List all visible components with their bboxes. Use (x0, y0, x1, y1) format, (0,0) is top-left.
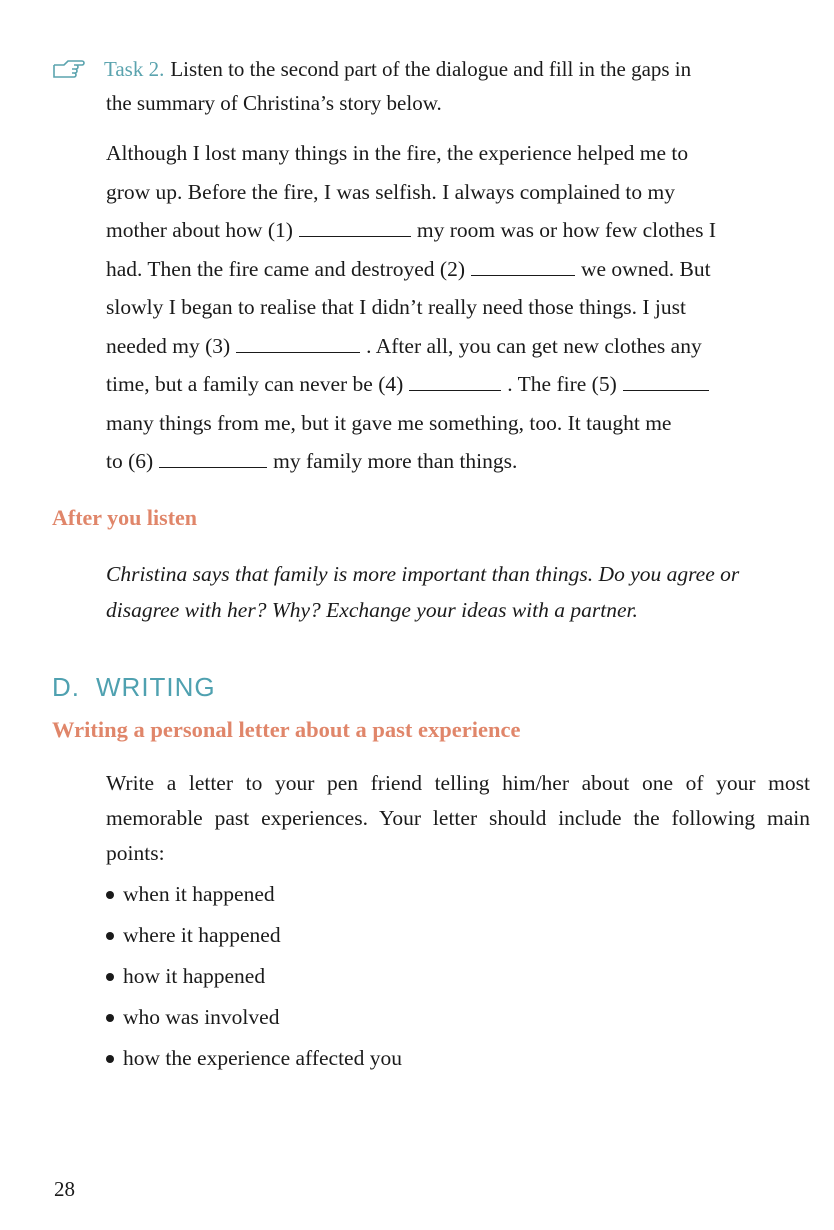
after-you-listen-prompt: Christina says that family is more important than things. Do you agree or disagree with her? Why? Exchange your ideas with a partner. (106, 562, 740, 622)
section-heading (52, 672, 216, 703)
section-title: WRITING (96, 672, 216, 702)
summary-line: mother about how (1) my room was or how few clothes I (106, 218, 717, 242)
task-instruction-line1: Listen to the second part of the dialogue and fill in the gaps in (170, 57, 692, 81)
summary-line: needed my (3) . After all, you can get new clothes any (106, 333, 702, 358)
summary-line: to (6) my family more than things. (106, 449, 518, 473)
summary-line: Although I lost many things in the fire, the experience helped me to (106, 141, 689, 165)
list-item: who was involved (106, 997, 402, 1038)
gap-2-blank[interactable] (471, 257, 575, 276)
after-you-listen-heading: After you listen (52, 505, 198, 530)
summary-line: had. Then the fire came and destroyed (2) we owned. But (106, 256, 711, 281)
section-letter: D. (52, 672, 80, 702)
main-points-list (106, 874, 402, 1079)
summary-line: time, but a family can never be (4) . The fire (5) (106, 365, 810, 404)
list-item: how the experience affected you (106, 1038, 402, 1079)
summary-line: slowly I began to realise that I didn’t really need those things. I just (106, 295, 686, 319)
task-label: Task 2. (104, 57, 165, 81)
task-2-instruction (52, 52, 812, 120)
task-instruction-line2: the summary of Christina’s story below. (106, 91, 442, 115)
summary-paragraph (106, 134, 810, 481)
list-item: how it happened (106, 956, 402, 997)
bullet-icon (106, 1014, 114, 1022)
list-item: where it happened (106, 915, 402, 956)
gap-4-blank[interactable] (409, 372, 501, 391)
writing-subtitle: Writing a personal letter about a past experience (52, 717, 521, 742)
list-item: when it happened (106, 874, 402, 915)
summary-line: many things from me, but it gave me something, too. It taught me (106, 410, 672, 435)
summary-line: grow up. Before the fire, I was selfish. I always complained to my (106, 179, 675, 204)
bullet-icon (106, 1055, 114, 1063)
gap-3-blank[interactable] (236, 334, 360, 353)
bullet-icon (106, 973, 114, 981)
gap-6-blank[interactable] (159, 449, 267, 468)
bullet-icon (106, 932, 114, 940)
page-number: 28 (54, 1177, 75, 1201)
pointing-hand-icon (52, 57, 92, 81)
writing-instruction: Write a letter to your pen friend telling him/her about one of your most memorable past experiences. Your letter should include the following main points: (106, 771, 810, 865)
gap-1-blank[interactable] (299, 218, 411, 237)
bullet-icon (106, 891, 114, 899)
gap-5-blank[interactable] (623, 372, 709, 391)
